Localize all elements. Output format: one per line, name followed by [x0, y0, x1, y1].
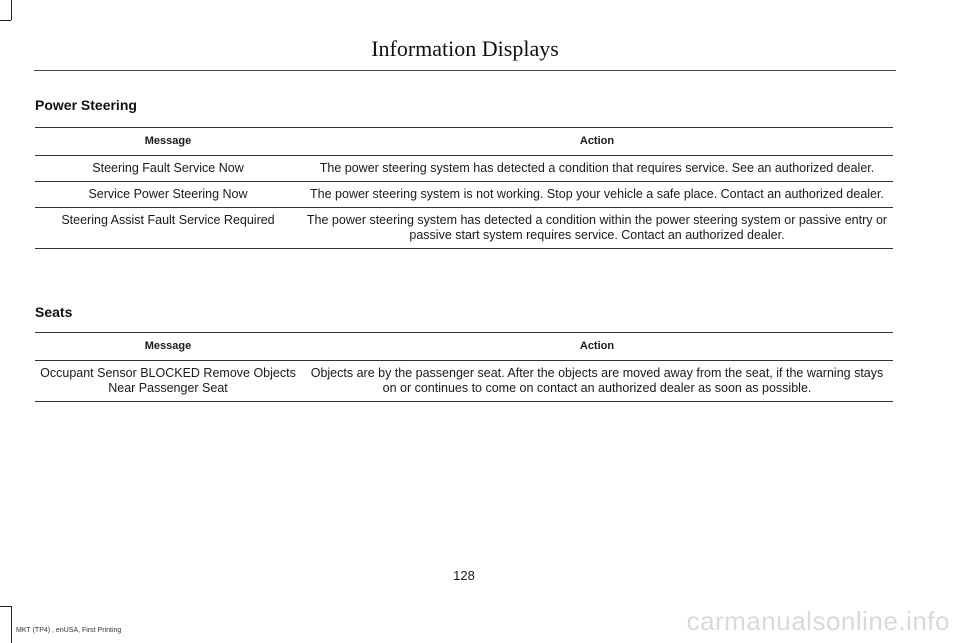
crop-mark-top-left-vertical: [11, 0, 12, 20]
action-cell: The power steering system has detected a condition that requires service. See an authorized dealer.: [319, 161, 875, 175]
action-cell: Objects are by the passenger seat. After the objects are moved away from the seat, if the warning stays on or continues to come on contact an authorized dealer as soon as possible.: [310, 366, 884, 395]
message-cell: Steering Fault Service Now: [92, 161, 244, 175]
page-number: 128: [453, 568, 475, 583]
header-divider: [34, 70, 896, 71]
message-cell: Service Power Steering Now: [88, 187, 248, 201]
table-row: [35, 182, 893, 208]
column-header-action: Action: [579, 135, 615, 147]
seats-table: [35, 332, 893, 402]
table-row: [35, 361, 893, 402]
action-cell: The power steering system is not working. Stop your vehicle a safe place. Contact an authorized dealer.: [310, 187, 884, 201]
table-header-row: [35, 333, 893, 361]
table-row: [35, 208, 893, 249]
crop-mark-top-left-horizontal: [0, 20, 11, 21]
section-heading-seats: Seats: [35, 304, 73, 320]
message-cell: Occupant Sensor BLOCKED Remove Objects Near Passenger Seat: [40, 366, 296, 395]
edition-label: MKT (TP4) , enUSA, First Printing: [16, 627, 122, 634]
column-header-message: Message: [144, 340, 192, 352]
column-header-action: Action: [579, 340, 615, 352]
watermark: carmanualsonline.info: [686, 606, 950, 636]
column-header-message: Message: [144, 135, 192, 147]
message-cell: Steering Assist Fault Service Required: [61, 213, 275, 227]
crop-mark-bottom-left-vertical: [11, 606, 12, 643]
table-row: [35, 156, 893, 182]
crop-mark-bottom-left-horizontal: [0, 606, 11, 607]
page-title: Information Displays: [371, 36, 559, 61]
section-heading-power-steering: Power Steering: [35, 97, 137, 113]
power-steering-table: [35, 127, 893, 249]
table-header-row: [35, 128, 893, 156]
action-cell: The power steering system has detected a condition within the power steering system or passive entry or passive start system requires service. Contact an authorized dealer.: [306, 213, 888, 242]
